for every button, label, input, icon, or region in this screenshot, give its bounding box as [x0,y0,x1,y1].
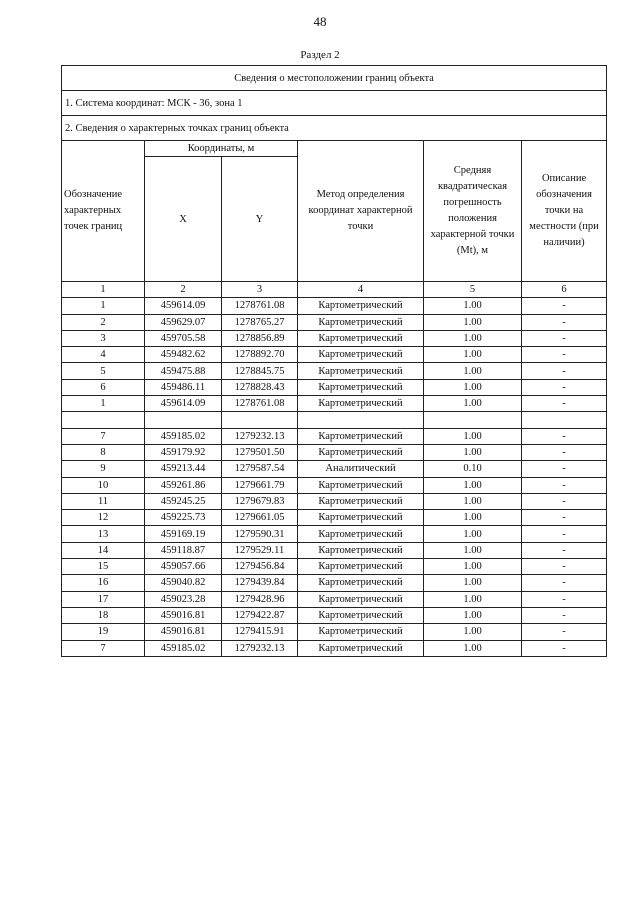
point-number-cell: 12 [62,510,145,526]
description-cell: - [522,314,607,330]
column-number: 1 [62,282,145,298]
header-point: Обозначение характерных точек границ [62,141,145,282]
point-number-cell: 18 [62,607,145,623]
column-number: 6 [522,282,607,298]
description-cell: - [522,330,607,346]
description-cell: - [522,493,607,509]
table-row [62,559,607,575]
error-cell: 1.00 [424,624,522,640]
table-row [62,510,607,526]
error-cell: 1.00 [424,510,522,526]
point-number-cell: 7 [62,640,145,656]
method-cell: Картометрический [298,607,424,623]
header-method: Метод определения координат характерной точки [298,141,424,282]
method-cell: Картометрический [298,428,424,444]
point-number-cell: 7 [62,428,145,444]
y-coord-cell: 1278856.89 [222,330,298,346]
error-cell: 1.00 [424,542,522,558]
description-cell: - [522,347,607,363]
y-coord-cell: 1279422.87 [222,607,298,623]
table-row [62,347,607,363]
y-coord-cell [222,412,298,428]
y-coord-cell: 1278828.43 [222,379,298,395]
error-cell: 1.00 [424,640,522,656]
header-description: Описание обозначения точки на местности (при наличии) [522,141,607,282]
point-number-cell: 9 [62,461,145,477]
point-number-cell: 15 [62,559,145,575]
x-coord-cell: 459023.28 [145,591,222,607]
description-cell: - [522,510,607,526]
error-cell: 1.00 [424,347,522,363]
method-cell: Картометрический [298,477,424,493]
error-cell: 1.00 [424,607,522,623]
error-cell: 1.00 [424,396,522,412]
x-coord-cell [145,412,222,428]
y-coord-cell: 1279232.13 [222,640,298,656]
point-number-cell: 8 [62,444,145,460]
x-coord-cell: 459629.07 [145,314,222,330]
description-cell: - [522,461,607,477]
header-coords: Координаты, м [145,141,298,157]
column-numbers-row [62,282,607,298]
description-cell: - [522,607,607,623]
x-coord-cell: 459225.73 [145,510,222,526]
x-coord-cell: 459614.09 [145,396,222,412]
method-cell: Картометрический [298,526,424,542]
table-row [62,396,607,412]
description-cell: - [522,363,607,379]
error-cell: 1.00 [424,428,522,444]
description-cell: - [522,526,607,542]
page-number: 48 [313,14,327,29]
y-coord-cell: 1279439.84 [222,575,298,591]
table-row [62,363,607,379]
x-coord-cell: 459486.11 [145,379,222,395]
method-cell: Картометрический [298,347,424,363]
description-cell: - [522,298,607,314]
table-row [62,477,607,493]
x-coord-cell: 459016.81 [145,607,222,623]
table-row [62,314,607,330]
description-cell: - [522,396,607,412]
table-row [62,640,607,656]
y-coord-cell: 1278892.70 [222,347,298,363]
x-coord-cell: 459185.02 [145,428,222,444]
description-cell: - [522,624,607,640]
error-cell: 1.00 [424,591,522,607]
x-coord-cell: 459185.02 [145,640,222,656]
table-title: Сведения о местоположении границ объекта [62,66,607,91]
description-cell: - [522,477,607,493]
y-coord-cell: 1279456.84 [222,559,298,575]
table-row [62,575,607,591]
y-coord-cell: 1279661.05 [222,510,298,526]
y-coord-cell: 1278761.08 [222,298,298,314]
table-row [62,591,607,607]
column-number: 2 [145,282,222,298]
error-cell: 1.00 [424,330,522,346]
table-row [62,444,607,460]
header-y: Y [222,157,298,282]
x-coord-cell: 459482.62 [145,347,222,363]
x-coord-cell: 459213.44 [145,461,222,477]
x-coord-cell: 459705.58 [145,330,222,346]
y-coord-cell: 1279587.54 [222,461,298,477]
column-number: 5 [424,282,522,298]
y-coord-cell: 1279590.31 [222,526,298,542]
error-cell: 0.10 [424,461,522,477]
section-title: Раздел 2 [300,49,340,61]
description-cell [522,412,607,428]
description-cell: - [522,379,607,395]
table-row [62,542,607,558]
table-row [62,493,607,509]
point-number-cell: 3 [62,330,145,346]
description-cell: - [522,428,607,444]
point-number-cell: 16 [62,575,145,591]
method-cell: Картометрический [298,314,424,330]
error-cell: 1.00 [424,298,522,314]
error-cell: 1.00 [424,575,522,591]
description-cell: - [522,591,607,607]
header-x: X [145,157,222,282]
error-cell: 1.00 [424,444,522,460]
method-cell: Картометрический [298,379,424,395]
method-cell: Картометрический [298,330,424,346]
method-cell: Картометрический [298,591,424,607]
error-cell: 1.00 [424,477,522,493]
method-cell: Картометрический [298,298,424,314]
y-coord-cell: 1279415.91 [222,624,298,640]
y-coord-cell: 1279232.13 [222,428,298,444]
table-row [62,526,607,542]
point-number-cell: 13 [62,526,145,542]
method-cell: Картометрический [298,510,424,526]
point-number-cell: 17 [62,591,145,607]
x-coord-cell: 459118.87 [145,542,222,558]
table-row [62,330,607,346]
y-coord-cell: 1278845.75 [222,363,298,379]
y-coord-cell: 1279529.11 [222,542,298,558]
description-cell: - [522,575,607,591]
method-cell: Картометрический [298,363,424,379]
table-row [62,624,607,640]
error-cell: 1.00 [424,526,522,542]
table-row [62,607,607,623]
point-number-cell: 6 [62,379,145,395]
point-number-cell: 4 [62,347,145,363]
error-cell: 1.00 [424,493,522,509]
description-cell: - [522,542,607,558]
x-coord-cell: 459040.82 [145,575,222,591]
point-number-cell: 1 [62,298,145,314]
error-cell: 1.00 [424,363,522,379]
method-cell [298,412,424,428]
x-coord-cell: 459016.81 [145,624,222,640]
error-cell [424,412,522,428]
x-coord-cell: 459245.25 [145,493,222,509]
method-cell: Картометрический [298,396,424,412]
table-row [62,428,607,444]
y-coord-cell: 1278761.08 [222,396,298,412]
error-cell: 1.00 [424,379,522,395]
points-heading: 2. Сведения о характерных точках границ объекта [62,116,607,141]
point-number-cell: 5 [62,363,145,379]
table-row [62,379,607,395]
table-row [62,298,607,314]
point-number-cell: 1 [62,396,145,412]
method-cell: Картометрический [298,575,424,591]
description-cell: - [522,559,607,575]
x-coord-cell: 459179.92 [145,444,222,460]
method-cell: Картометрический [298,493,424,509]
description-cell: - [522,640,607,656]
column-number: 4 [298,282,424,298]
x-coord-cell: 459475.88 [145,363,222,379]
method-cell: Картометрический [298,559,424,575]
x-coord-cell: 459614.09 [145,298,222,314]
point-number-cell: 2 [62,314,145,330]
column-number: 3 [222,282,298,298]
x-coord-cell: 459261.86 [145,477,222,493]
method-cell: Картометрический [298,640,424,656]
x-coord-cell: 459169.19 [145,526,222,542]
table-row [62,461,607,477]
header-error: Средняя квадратическая погрешность положения характерной точки (Mt), м [424,141,522,282]
boundary-points-table [61,65,607,657]
method-cell: Аналитический [298,461,424,477]
error-cell: 1.00 [424,559,522,575]
y-coord-cell: 1279661.79 [222,477,298,493]
coord-system: 1. Система координат: МСК - 36, зона 1 [62,91,607,116]
method-cell: Картометрический [298,542,424,558]
method-cell: Картометрический [298,444,424,460]
error-cell: 1.00 [424,314,522,330]
method-cell: Картометрический [298,624,424,640]
point-number-cell: 11 [62,493,145,509]
y-coord-cell: 1279679.83 [222,493,298,509]
y-coord-cell: 1279428.96 [222,591,298,607]
point-number-cell: 14 [62,542,145,558]
point-number-cell: 10 [62,477,145,493]
x-coord-cell: 459057.66 [145,559,222,575]
point-number-cell [62,412,145,428]
y-coord-cell: 1278765.27 [222,314,298,330]
point-number-cell: 19 [62,624,145,640]
description-cell: - [522,444,607,460]
y-coord-cell: 1279501.50 [222,444,298,460]
table-row [62,412,607,428]
